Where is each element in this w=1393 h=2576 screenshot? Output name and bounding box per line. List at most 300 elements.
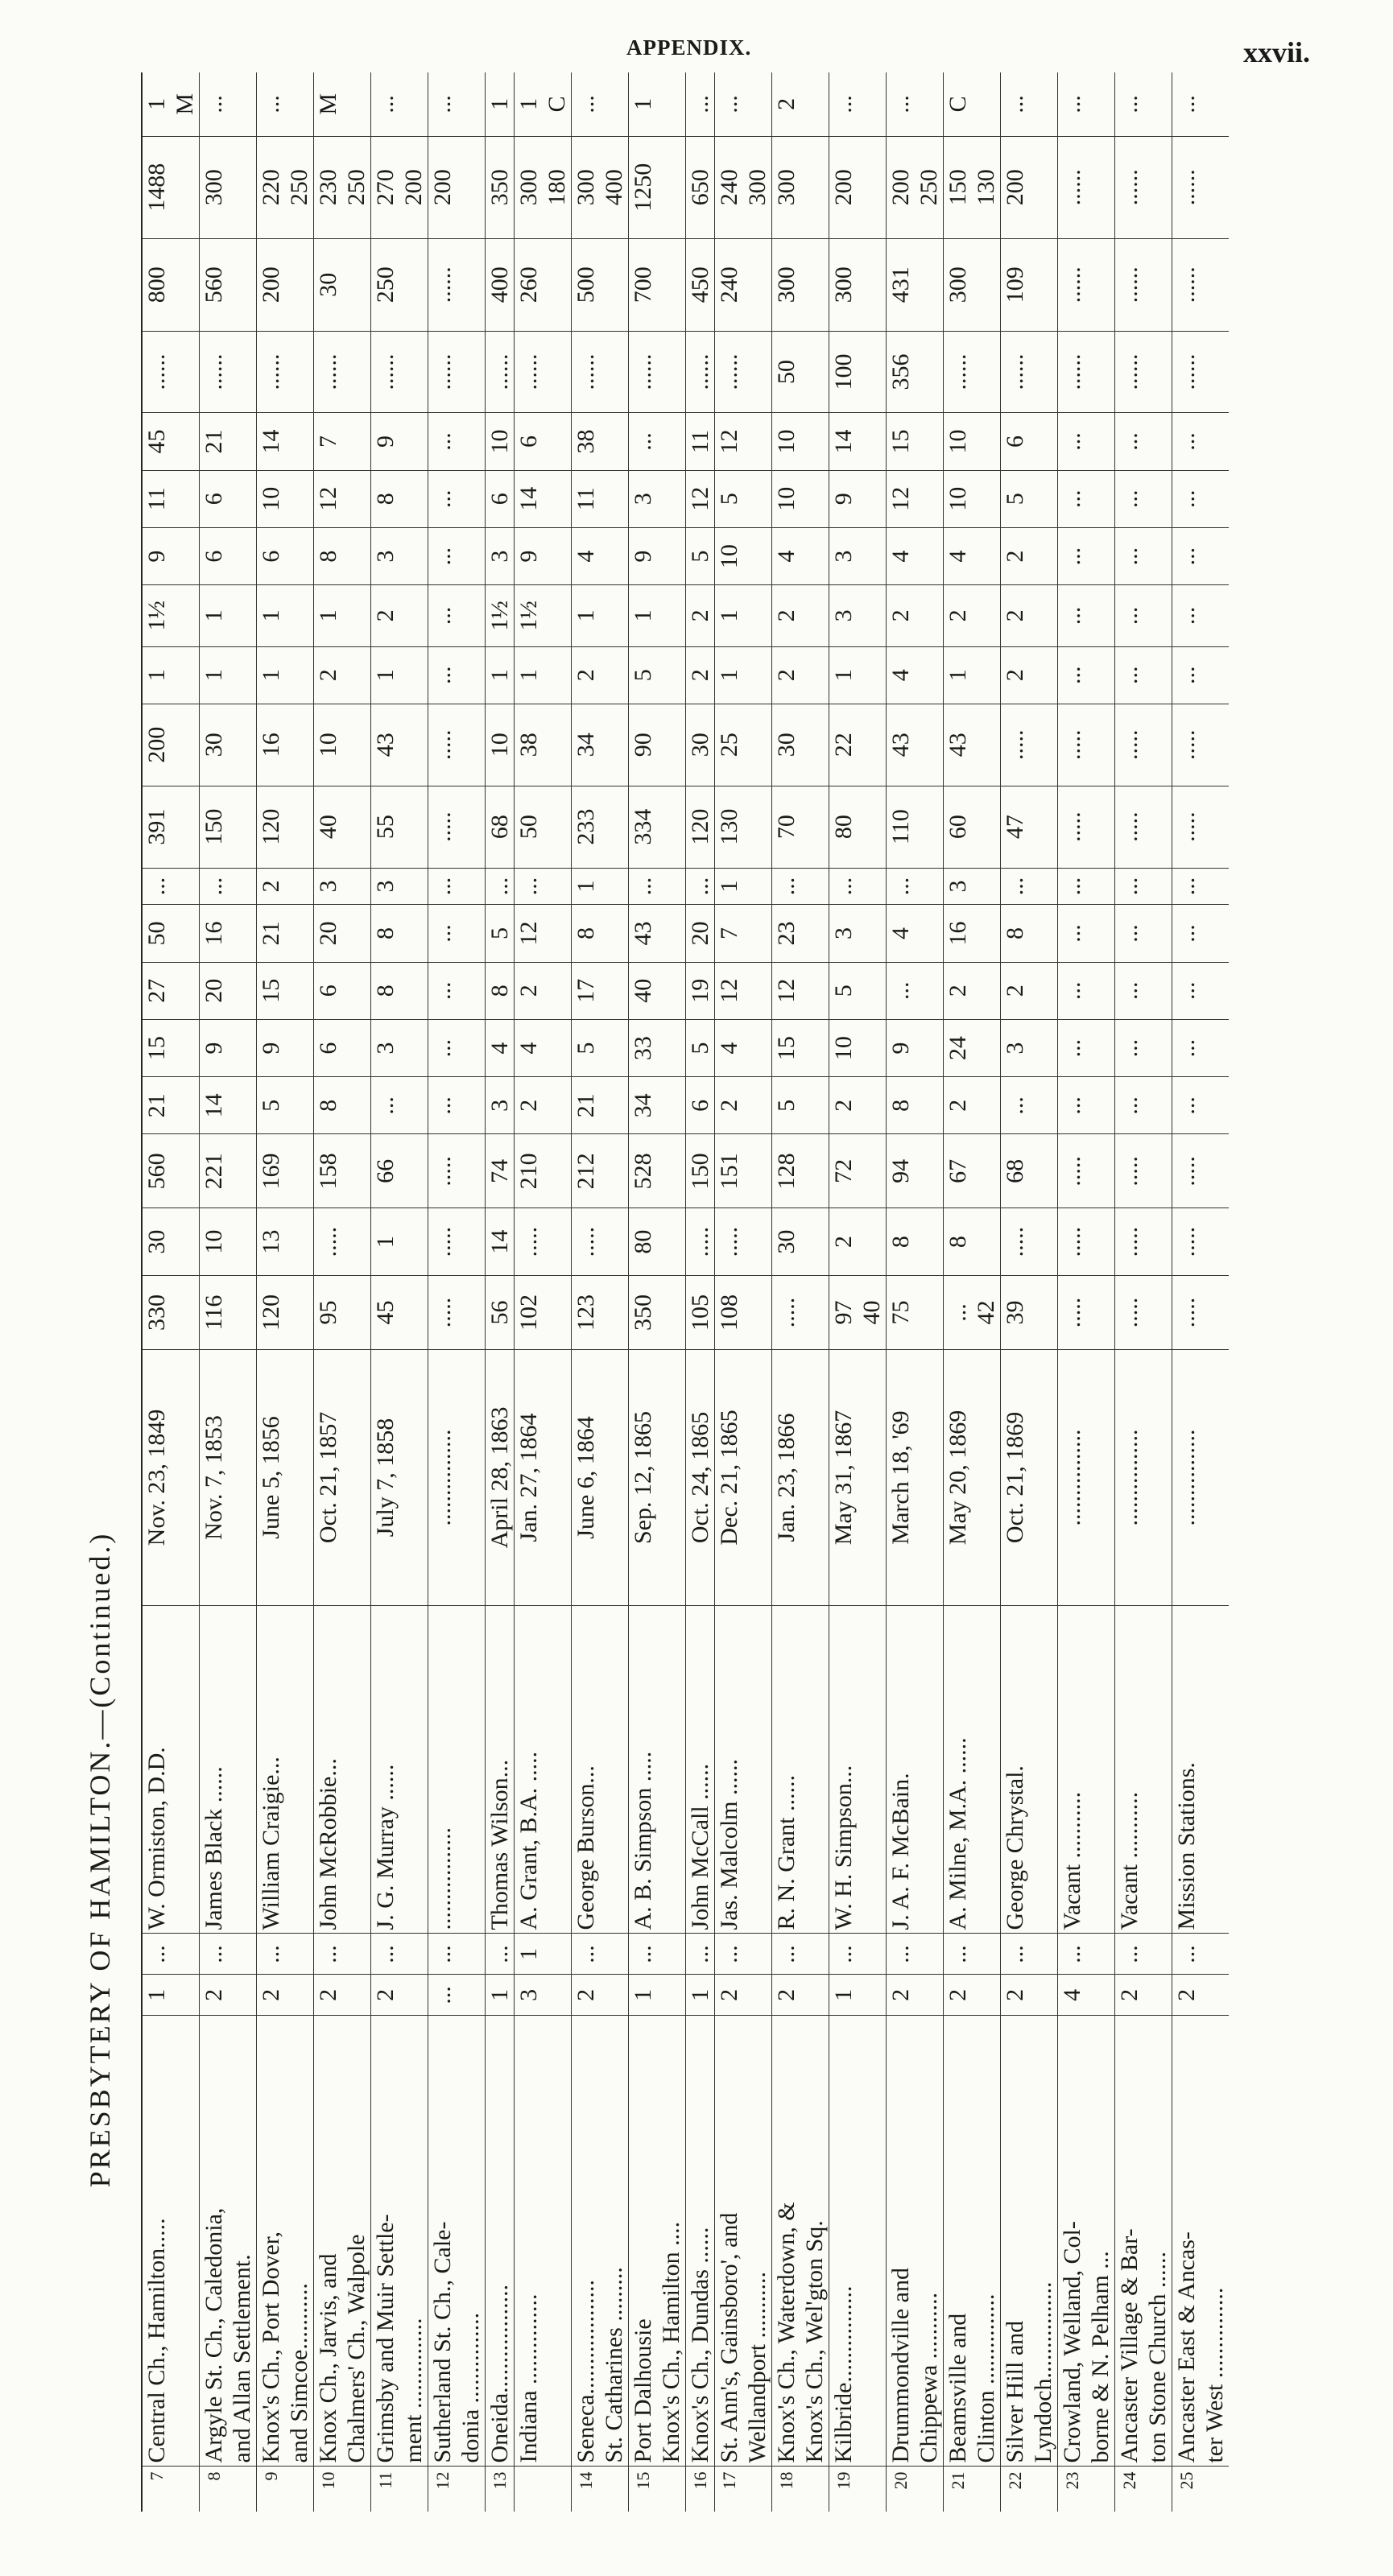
cell-contributions <box>715 136 772 238</box>
cell-schools <box>314 868 371 905</box>
cell-remarks <box>887 72 944 136</box>
cell-scholars <box>715 786 772 868</box>
cell-families <box>1172 1276 1230 1350</box>
schools-line: ... <box>429 877 456 896</box>
cell-vacancies: ... <box>772 1934 829 1975</box>
collectors-line: 15 <box>887 429 914 454</box>
baptisms-infant-line: 4 <box>515 1042 542 1055</box>
cell-schools <box>1058 868 1115 905</box>
cell-collectors <box>486 413 515 470</box>
cell-induction-date <box>1058 1349 1115 1605</box>
cell-baptisms-infant <box>887 1019 944 1076</box>
cell-vacancies: ... <box>257 1934 314 1975</box>
minister-name-line: R. N. Grant ...... <box>773 1775 800 1930</box>
cell-bible-class <box>142 704 200 786</box>
meetings-line: 1 <box>716 609 742 622</box>
cell-elders <box>486 962 515 1019</box>
cell-induction-date <box>944 1349 1001 1605</box>
contributions-line: 400 <box>601 169 627 206</box>
schools-line: 3 <box>945 880 971 893</box>
cell-deacons <box>629 470 686 527</box>
cell-prayer-meetings <box>686 527 715 584</box>
cell-bible-class <box>572 704 629 786</box>
baptisms-infant-line: 3 <box>372 1042 399 1055</box>
remarks-line: M <box>315 93 341 115</box>
families-line: ..... <box>429 1297 456 1328</box>
teachers-line: 3 <box>830 927 857 940</box>
added-line: ..... <box>1173 1226 1200 1257</box>
cell-collectors <box>314 413 371 470</box>
cell-scholars <box>686 786 715 868</box>
baptisms-adult-line: ... <box>1002 1096 1028 1115</box>
cell-stations: 2 <box>314 1975 371 2016</box>
cell-scholars <box>486 786 515 868</box>
cell-baptisms-adult <box>686 1077 715 1134</box>
prayer-meetings-line: 4 <box>887 550 914 563</box>
deacons-line: 10 <box>258 486 284 511</box>
cell-stations: 2 <box>200 1975 257 2016</box>
cell-prayer-meetings <box>428 527 486 584</box>
cell-scholars <box>887 786 944 868</box>
stipend-line: 450 <box>687 266 713 303</box>
cell-baptisms-infant <box>944 1019 1001 1076</box>
cell-missions <box>772 331 829 413</box>
baptisms-infant-line: 9 <box>887 1042 914 1055</box>
cell-teachers <box>142 905 200 962</box>
cell-services <box>772 646 829 704</box>
cell-communicants <box>1058 1134 1115 1208</box>
cell-deacons <box>1001 470 1058 527</box>
cell-communicants <box>772 1134 829 1208</box>
minister-name-line: A. Grant, B.A. ..... <box>515 1751 542 1930</box>
deacons-line: 10 <box>773 486 800 511</box>
statistics-table <box>141 72 1229 2512</box>
cell-teachers <box>715 905 772 962</box>
cell-prayer-meetings <box>371 527 428 584</box>
cell-elders <box>371 962 428 1019</box>
cell-meetings <box>686 585 715 646</box>
cell-communicants <box>629 1134 686 1208</box>
cell-teachers <box>1115 905 1172 962</box>
teachers-line: 16 <box>200 921 227 946</box>
schools-line: 1 <box>572 880 599 893</box>
cell-deacons <box>200 470 257 527</box>
cell-collectors <box>887 413 944 470</box>
cell-services <box>515 646 572 704</box>
remarks-line: 1 <box>143 97 170 110</box>
cell-baptisms-infant <box>829 1019 887 1076</box>
services-line: ... <box>429 666 456 684</box>
cell-missions <box>944 331 1001 413</box>
congregation-line: Knox's Ch., Dundas ...... <box>687 2227 713 2463</box>
deacons-line: 9 <box>830 493 857 506</box>
missions-line: ...... <box>315 353 341 390</box>
stipend-line: ...... <box>1173 266 1200 303</box>
contributions-line: 300 <box>572 169 599 206</box>
cell-collectors <box>1115 413 1172 470</box>
elders-line: 17 <box>572 978 599 1003</box>
baptisms-infant-line: 9 <box>258 1042 284 1055</box>
cell-bible-class <box>715 704 772 786</box>
cell-meetings <box>1001 585 1058 646</box>
missions-line: ...... <box>372 353 399 390</box>
collectors-line: 38 <box>572 429 599 454</box>
cell-meetings <box>572 585 629 646</box>
cell-induction-date <box>829 1349 887 1605</box>
teachers-line: 8 <box>1002 927 1028 940</box>
cell-teachers <box>772 905 829 962</box>
cell-contributions <box>428 136 486 238</box>
communicants-line: 151 <box>716 1153 742 1190</box>
cell-collectors <box>200 413 257 470</box>
remarks-line: ... <box>1059 95 1085 114</box>
table-row <box>715 72 772 2512</box>
congregation-line: Knox's Ch., Waterdown, & <box>773 2202 800 2463</box>
elders-line: 12 <box>716 978 742 1003</box>
cell-prayer-meetings <box>1001 527 1058 584</box>
collectors-line: ... <box>1173 432 1200 451</box>
remarks-line: C <box>945 96 971 113</box>
communicants-line: 212 <box>572 1153 599 1190</box>
services-line: 4 <box>887 669 914 682</box>
cell-baptisms-infant <box>428 1019 486 1076</box>
cell-baptisms-adult <box>1058 1077 1115 1134</box>
families-line: 105 <box>687 1294 713 1331</box>
prayer-meetings-line: 6 <box>258 550 284 563</box>
cell-induction-date <box>142 1349 200 1605</box>
remarks-line: ... <box>572 95 599 114</box>
cell-deacons <box>829 470 887 527</box>
cell-schools <box>1172 868 1230 905</box>
cell-added <box>629 1208 686 1276</box>
deacons-line: 6 <box>486 493 513 506</box>
cell-families <box>572 1276 629 1350</box>
teachers-line: 43 <box>630 921 656 946</box>
cell-row-number: 12 <box>428 2467 486 2512</box>
teachers-line: 16 <box>945 921 971 946</box>
cell-deacons <box>887 470 944 527</box>
bible-class-line: 34 <box>572 733 599 758</box>
cell-collectors <box>572 413 629 470</box>
cell-teachers <box>629 905 686 962</box>
cell-schools <box>257 868 314 905</box>
services-line: 1 <box>515 669 542 682</box>
prayer-meetings-line: 3 <box>486 550 513 563</box>
deacons-line: 11 <box>143 487 170 511</box>
cell-vacancies: ... <box>629 1934 686 1975</box>
remarks-line: ... <box>200 95 227 114</box>
cell-row-number: 20 <box>887 2467 944 2512</box>
services-line: 1 <box>143 669 170 682</box>
cell-missions <box>1172 331 1230 413</box>
cell-remarks <box>944 72 1001 136</box>
cell-collectors <box>715 413 772 470</box>
cell-services <box>686 646 715 704</box>
scholars-line: 50 <box>515 815 542 840</box>
bible-class-line: 200 <box>143 726 170 763</box>
services-line: 2 <box>315 669 341 682</box>
cell-communicants <box>486 1134 515 1208</box>
cell-baptisms-adult <box>944 1077 1001 1134</box>
cell-induction-date <box>887 1349 944 1605</box>
cell-bible-class <box>1115 704 1172 786</box>
congregation-line: Beamsville and <box>945 2313 971 2463</box>
prayer-meetings-line: ... <box>429 547 456 566</box>
remarks-line: ... <box>1173 95 1200 114</box>
bible-class-line: 16 <box>258 733 284 758</box>
baptisms-infant-line: ... <box>1173 1038 1200 1058</box>
cell-congregation <box>257 2016 314 2467</box>
scholars-line: ..... <box>1173 811 1200 842</box>
elders-line: 12 <box>773 978 800 1003</box>
cell-stipend <box>1115 238 1172 331</box>
teachers-line: ... <box>1116 924 1143 943</box>
missions-line: ...... <box>1173 353 1200 390</box>
collectors-line: ... <box>1116 432 1143 451</box>
cell-prayer-meetings <box>200 527 257 584</box>
baptisms-infant-line: 3 <box>1002 1042 1028 1055</box>
minister-name-line: Mission Stations. <box>1173 1762 1200 1930</box>
congregation-line: St. Catharines ......... <box>601 2267 627 2463</box>
cell-congregation <box>1058 2016 1115 2467</box>
families-line: 350 <box>630 1294 656 1331</box>
scholars-line: 150 <box>200 808 227 845</box>
scholars-line: 120 <box>687 808 713 845</box>
induction-date-line: ................ <box>1059 1429 1085 1526</box>
families-line: 108 <box>716 1294 742 1331</box>
cell-communicants <box>257 1134 314 1208</box>
families-line: ..... <box>1059 1297 1085 1328</box>
cell-prayer-meetings <box>772 527 829 584</box>
schools-line: ... <box>830 877 857 896</box>
cell-bible-class <box>772 704 829 786</box>
cell-contributions <box>371 136 428 238</box>
cell-families <box>1115 1276 1172 1350</box>
cell-induction-date <box>515 1349 572 1605</box>
missions-line: ...... <box>572 353 599 390</box>
congregation-line: Knox Ch., Jarvis, and <box>315 2253 341 2463</box>
cell-congregation <box>829 2016 887 2467</box>
cell-baptisms-adult <box>887 1077 944 1134</box>
cell-stipend <box>686 238 715 331</box>
cell-row-number: 14 <box>572 2467 629 2512</box>
stipend-line: 500 <box>572 266 599 303</box>
cell-bible-class <box>200 704 257 786</box>
cell-deacons <box>715 470 772 527</box>
teachers-line: 20 <box>315 921 341 946</box>
cell-scholars <box>1115 786 1172 868</box>
cell-stations: 2 <box>371 1975 428 2016</box>
cell-row-number: 23 <box>1058 2467 1115 2512</box>
schools-line: ... <box>1002 877 1028 896</box>
cell-scholars <box>572 786 629 868</box>
cell-prayer-meetings <box>1058 527 1115 584</box>
cell-contributions <box>686 136 715 238</box>
minister-name-line: J. A. F. McBain. <box>887 1773 914 1930</box>
cell-prayer-meetings <box>142 527 200 584</box>
cell-contributions <box>829 136 887 238</box>
schools-line: ... <box>773 877 800 896</box>
cell-remarks <box>200 72 257 136</box>
congregation-line: Port Dalhousie <box>630 2318 656 2463</box>
cell-scholars <box>829 786 887 868</box>
cell-remarks <box>1058 72 1115 136</box>
baptisms-infant-line: 15 <box>773 1036 800 1061</box>
cell-communicants <box>515 1134 572 1208</box>
cell-stations: 1 <box>629 1975 686 2016</box>
cell-remarks <box>257 72 314 136</box>
added-line: 80 <box>630 1229 656 1254</box>
cell-schools <box>142 868 200 905</box>
cell-prayer-meetings <box>944 527 1001 584</box>
cell-congregation <box>887 2016 944 2467</box>
baptisms-infant-line: 9 <box>200 1042 227 1055</box>
cell-elders <box>1115 962 1172 1019</box>
services-line: 1 <box>200 669 227 682</box>
table-row <box>629 72 686 2512</box>
prayer-meetings-line: 4 <box>773 550 800 563</box>
cell-families <box>515 1276 572 1350</box>
added-line: 1 <box>372 1236 399 1249</box>
cell-induction-date <box>1172 1349 1230 1605</box>
congregation-line: Grimsby and Muir Settle- <box>372 2214 399 2463</box>
cell-elders <box>829 962 887 1019</box>
collectors-line: 14 <box>830 429 857 454</box>
cell-schools <box>1115 868 1172 905</box>
cell-services <box>887 646 944 704</box>
baptisms-infant-line: ... <box>429 1038 456 1058</box>
added-line: 30 <box>773 1229 800 1254</box>
induction-date-line: Jan. 27, 1864 <box>515 1413 542 1542</box>
cell-baptisms-infant <box>142 1019 200 1076</box>
teachers-line: 7 <box>716 927 742 940</box>
cell-meetings <box>715 585 772 646</box>
cell-communicants <box>1115 1134 1172 1208</box>
cell-families <box>428 1276 486 1350</box>
induction-date-line: March 18, '69 <box>887 1410 914 1545</box>
cell-stipend <box>515 238 572 331</box>
meetings-line: ... <box>1173 606 1200 625</box>
meetings-line: 1½ <box>486 601 513 631</box>
collectors-line: 10 <box>945 429 971 454</box>
cell-meetings <box>257 585 314 646</box>
minister-name-line: John McRobbie... <box>315 1758 341 1930</box>
cell-elders <box>1001 962 1058 1019</box>
bible-class-line: 43 <box>887 733 914 758</box>
cell-meetings <box>772 585 829 646</box>
cell-row-number: 13 <box>486 2467 515 2512</box>
added-line: ..... <box>687 1226 713 1257</box>
cell-minister-name <box>944 1606 1001 1934</box>
induction-date-line: Dec. 21, 1865 <box>716 1410 742 1546</box>
remarks-line: ... <box>1116 95 1143 114</box>
cell-meetings <box>428 585 486 646</box>
cell-induction-date <box>686 1349 715 1605</box>
baptisms-adult-line: 21 <box>572 1093 599 1118</box>
cell-baptisms-adult <box>772 1077 829 1134</box>
congregation-line: Silver Hill and <box>1002 2320 1028 2463</box>
baptisms-adult-line: 8 <box>887 1099 914 1112</box>
communicants-line: 68 <box>1002 1158 1028 1183</box>
meetings-line: 3 <box>830 609 857 622</box>
cell-minister-name <box>772 1606 829 1934</box>
contributions-line: 200 <box>400 169 427 206</box>
cell-congregation <box>428 2016 486 2467</box>
remarks-line: ... <box>258 95 284 114</box>
cell-scholars <box>1058 786 1115 868</box>
cell-added <box>1172 1208 1230 1276</box>
cell-teachers <box>428 905 486 962</box>
cell-vacancies: ... <box>314 1934 371 1975</box>
contributions-line: ...... <box>1173 169 1200 206</box>
cell-teachers <box>1001 905 1058 962</box>
families-line: 97 <box>830 1300 857 1325</box>
collectors-line: 6 <box>515 436 542 448</box>
cell-vacancies: ... <box>944 1934 1001 1975</box>
cell-stations: 3 <box>515 1975 572 2016</box>
minister-name-line: James Black ...... <box>200 1766 227 1930</box>
cell-elders <box>772 962 829 1019</box>
stipend-line: ...... <box>1116 266 1143 303</box>
contributions-line: 150 <box>945 169 971 206</box>
cell-added <box>715 1208 772 1276</box>
cell-vacancies: ... <box>887 1934 944 1975</box>
cell-stipend <box>944 238 1001 331</box>
contributions-line: 220 <box>258 169 284 206</box>
cell-congregation <box>515 2016 572 2467</box>
cell-remarks <box>715 72 772 136</box>
congregation-line: Crowland, Welland, Col- <box>1059 2221 1085 2463</box>
cell-stations: 2 <box>257 1975 314 2016</box>
minister-name-line: J. G. Murray ...... <box>372 1764 399 1930</box>
families-line: ..... <box>1116 1297 1143 1328</box>
stipend-line: 109 <box>1002 266 1028 303</box>
cell-stations: 1 <box>686 1975 715 2016</box>
congregation-line: Lyndoch................ <box>1030 2281 1056 2463</box>
table-row <box>371 72 428 2512</box>
missions-line: ...... <box>515 353 542 390</box>
bible-class-line: 30 <box>687 733 713 758</box>
cell-families <box>486 1276 515 1350</box>
services-line: 5 <box>630 669 656 682</box>
meetings-line: 2 <box>372 609 399 622</box>
families-line: 116 <box>200 1294 227 1331</box>
baptisms-adult-line: 21 <box>143 1093 170 1118</box>
communicants-line: 94 <box>887 1158 914 1183</box>
cell-deacons <box>314 470 371 527</box>
cell-induction-date <box>486 1349 515 1605</box>
cell-row-number: 18 <box>772 2467 829 2512</box>
prayer-meetings-line: 3 <box>372 550 399 563</box>
cell-vacancies: ... <box>1115 1934 1172 1975</box>
table-row <box>829 72 887 2512</box>
cell-baptisms-infant <box>486 1019 515 1076</box>
bible-class-line: 30 <box>773 733 800 758</box>
cell-baptisms-adult <box>257 1077 314 1134</box>
missions-line: ...... <box>486 353 513 390</box>
cell-deacons <box>772 470 829 527</box>
cell-congregation <box>1115 2016 1172 2467</box>
baptisms-infant-line: 10 <box>830 1036 857 1061</box>
contributions-line: 270 <box>372 169 399 206</box>
congregation-line: Knox's Ch., Hamilton .... <box>658 2221 684 2463</box>
cell-stipend <box>142 238 200 331</box>
cell-remarks <box>142 72 200 136</box>
cell-scholars <box>629 786 686 868</box>
meetings-line: 2 <box>773 609 800 622</box>
baptisms-infant-line: 5 <box>572 1042 599 1055</box>
meetings-line: 1 <box>258 609 284 622</box>
